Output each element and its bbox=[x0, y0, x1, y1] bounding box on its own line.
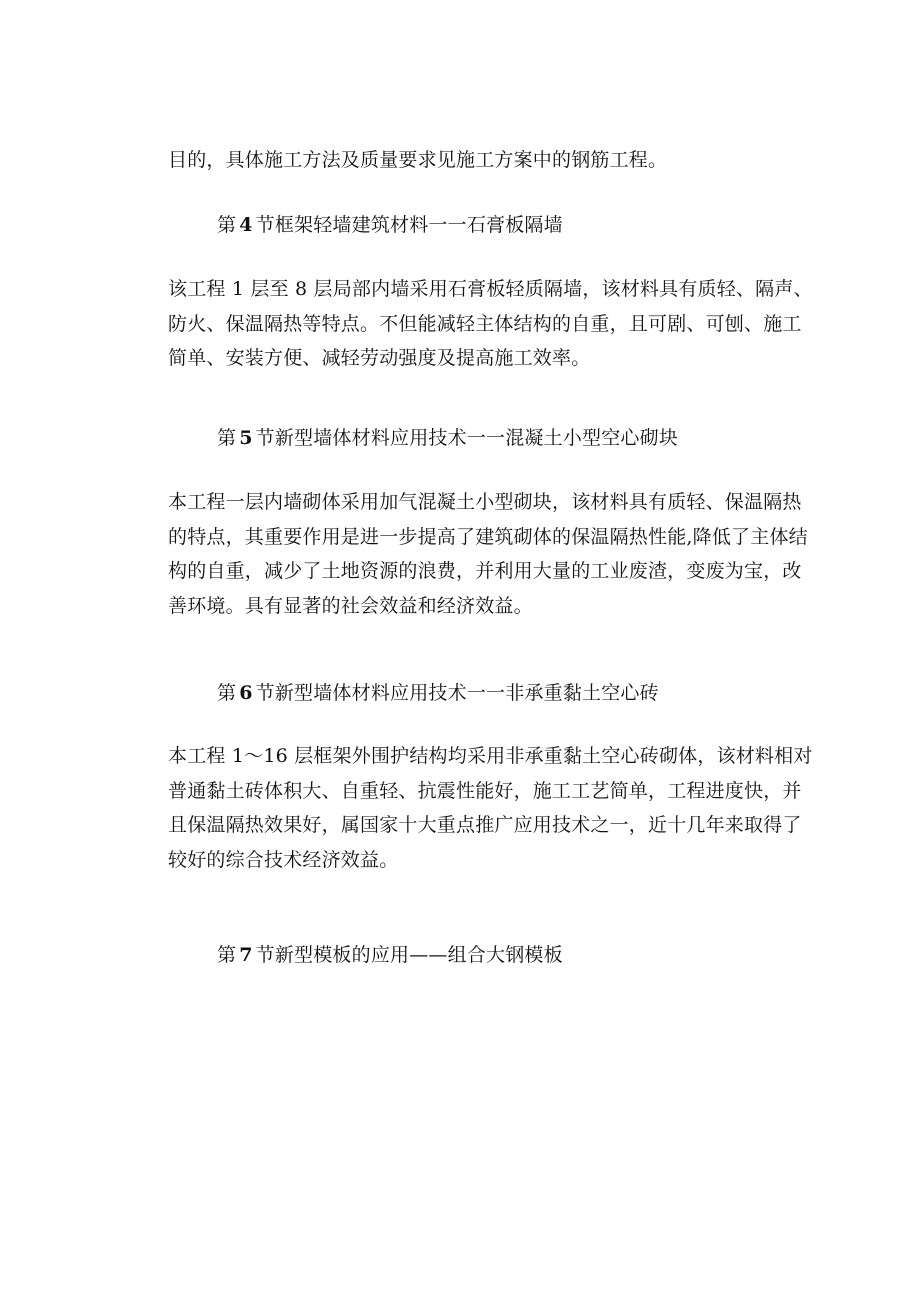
paragraph-line: 简单、安装方便、减轻劳动强度及提高施工效率。 bbox=[168, 347, 591, 369]
paragraph-line: 目的，具体施工方法及质量要求见施工方案中的钢筋工程。 bbox=[168, 149, 668, 171]
paragraph-line: 本工程 1～16 层框架外围护结构均采用非承重黏土空心砖砌体，该材料相对 bbox=[168, 745, 813, 767]
section-heading-4 bbox=[217, 208, 563, 242]
paragraph-line: 本工程一层内墙砌体采用加气混凝土小型砌块，该材料具有质轻、保温隔热 bbox=[168, 491, 802, 513]
section-heading-5 bbox=[217, 421, 678, 455]
section-6-paragraph bbox=[168, 739, 834, 877]
paragraph-line: 构的自重，减少了土地资源的浪费，并利用大量的工业废渣，变废为宝，改 bbox=[168, 560, 802, 582]
section-4-paragraph bbox=[168, 272, 834, 376]
heading-prefix: 第 bbox=[217, 682, 237, 704]
paragraph-line: 且保温隔热效果好，属国家十大重点推广应用技术之一，近十几年来取得了 bbox=[168, 814, 802, 836]
heading-prefix: 第 bbox=[217, 214, 237, 236]
paragraph-line: 防火、保温隔热等特点。不但能减轻主体结构的自重，且可剧、可刨、施工 bbox=[168, 312, 802, 335]
paragraph-line: 善环境。具有显著的社会效益和经济效益。 bbox=[168, 594, 533, 617]
heading-title: 节新型模板的应用——组合大钢模板 bbox=[255, 944, 563, 966]
section-number: 4 bbox=[239, 214, 253, 236]
section-heading-6 bbox=[217, 676, 659, 710]
heading-title: 节新型墙体材料应用技术一一非承重黏土空心砖 bbox=[255, 682, 659, 704]
heading-title: 节新型墙体材料应用技术一一混凝土小型空心砌块 bbox=[255, 427, 679, 449]
section-number: 7 bbox=[239, 944, 253, 966]
paragraph-line: 该工程 1 层至 8 层局部内墙采用石膏板轻质隔墙，该材料具有质轻、隔声、 bbox=[168, 278, 813, 300]
section-heading-7 bbox=[217, 938, 563, 972]
paragraph-line: 普通黏土砖体积大、自重轻、抗震性能好，施工工艺简单，工程进度快，并 bbox=[168, 779, 802, 802]
paragraph-line: 较好的综合技术经济效益。 bbox=[168, 848, 399, 871]
section-number: 6 bbox=[239, 682, 253, 704]
section-number: 5 bbox=[239, 427, 253, 449]
heading-prefix: 第 bbox=[217, 427, 237, 449]
intro-paragraph bbox=[168, 143, 834, 178]
heading-prefix: 第 bbox=[217, 944, 237, 966]
heading-title: 节框架轻墙建筑材料一一石膏板隔墙 bbox=[255, 214, 563, 236]
section-5-paragraph bbox=[168, 485, 834, 623]
paragraph-line: 的特点，其重要作用是进一步提高了建筑砌体的保温隔热性能,降低了主体结 bbox=[168, 525, 808, 548]
